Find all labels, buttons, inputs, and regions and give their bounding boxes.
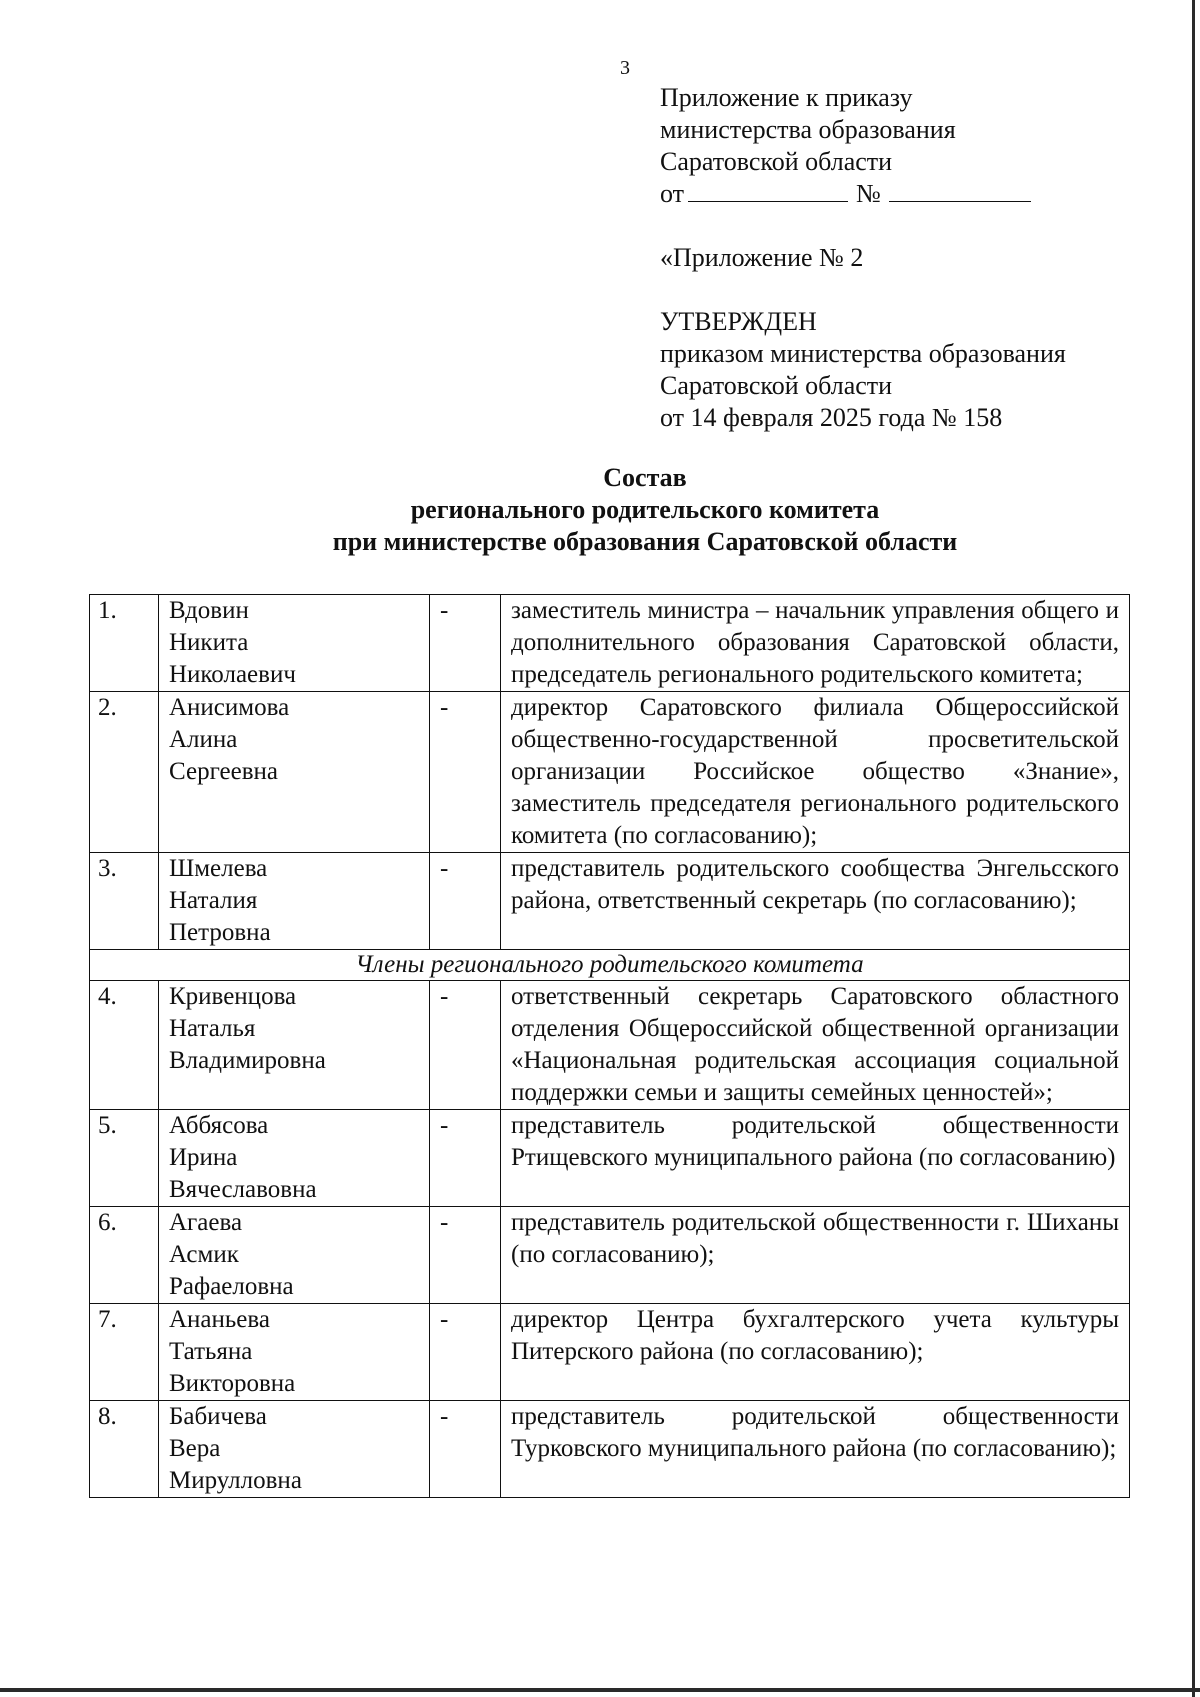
member-dash: - bbox=[430, 692, 501, 853]
member-first-name: Наталия bbox=[169, 887, 258, 914]
appendix-line-1: Приложение к приказу bbox=[660, 83, 913, 112]
order-number-sign: № bbox=[856, 179, 881, 208]
approved-title: УТВЕРЖДЕН bbox=[660, 307, 817, 336]
member-first-name: Вера bbox=[169, 1435, 221, 1462]
section-heading: Члены регионального родительского комитета bbox=[90, 950, 1130, 981]
order-date-number-line bbox=[660, 178, 1031, 210]
member-first-name: Татьяна bbox=[169, 1338, 253, 1365]
member-dash: - bbox=[430, 595, 501, 692]
approved-block bbox=[660, 306, 1066, 434]
section-heading-row bbox=[90, 950, 1130, 981]
appendix-line-2: министерства образования bbox=[660, 115, 956, 144]
member-role: представитель родительской общественности Турковского муниципального района (по согласованию); bbox=[501, 1401, 1130, 1498]
table-row bbox=[90, 1110, 1130, 1207]
member-patronymic: Мирулловна bbox=[169, 1467, 302, 1494]
member-role: директор Саратовского филиала Общероссийской общественно-государственной просветительской организации Российское общество «Знание», заместитель председателя регионального родительского комитета (по согласованию); bbox=[501, 692, 1130, 853]
member-name bbox=[159, 1110, 430, 1207]
member-dash: - bbox=[430, 1207, 501, 1304]
member-role: ответственный секретарь Саратовского областного отделения Общероссийской общественной организации «Национальная родительская ассоциация социальной поддержки семьи и защиты семейных ценностей»; bbox=[501, 981, 1130, 1110]
member-number: 1. bbox=[90, 595, 159, 692]
approved-line-1: приказом министерства образования bbox=[660, 339, 1066, 368]
member-last-name: Агаева bbox=[169, 1209, 243, 1236]
appendix-number-text: «Приложение № 2 bbox=[660, 243, 864, 272]
member-name bbox=[159, 981, 430, 1110]
appendix-header bbox=[660, 82, 1031, 210]
member-last-name: Ананьева bbox=[169, 1306, 270, 1333]
member-last-name: Кривенцова bbox=[169, 983, 297, 1010]
page-number: 3 bbox=[620, 57, 630, 79]
member-dash: - bbox=[430, 1110, 501, 1207]
order-number-blank bbox=[889, 179, 1031, 202]
document-title bbox=[90, 462, 1200, 558]
title-line-3: при министерстве образования Саратовской области bbox=[332, 527, 958, 556]
member-role: представитель родительской общественности г. Шиханы (по согласованию); bbox=[501, 1207, 1130, 1304]
member-dash: - bbox=[430, 981, 501, 1110]
member-dash: - bbox=[430, 1401, 501, 1498]
member-patronymic: Петровна bbox=[169, 919, 271, 946]
member-first-name: Асмик bbox=[169, 1241, 239, 1268]
member-name bbox=[159, 595, 430, 692]
member-patronymic: Сергеевна bbox=[169, 758, 278, 785]
member-number: 4. bbox=[90, 981, 159, 1110]
member-first-name: Никита bbox=[169, 629, 249, 656]
table-row bbox=[90, 692, 1130, 853]
approved-line-3: от 14 февраля 2025 года № 158 bbox=[660, 403, 1003, 432]
order-date-blank bbox=[688, 179, 848, 202]
title-line-1: Состав bbox=[603, 463, 687, 492]
member-dash: - bbox=[430, 853, 501, 950]
member-first-name: Ирина bbox=[169, 1144, 238, 1171]
member-last-name: Шмелева bbox=[169, 855, 268, 882]
member-patronymic: Владимировна bbox=[169, 1047, 326, 1074]
table-row bbox=[90, 1401, 1130, 1498]
member-name bbox=[159, 1207, 430, 1304]
member-number: 7. bbox=[90, 1304, 159, 1401]
member-role: заместитель министра – начальник управления общего и дополнительного образования Саратовской области, председатель регионального родительского комитета; bbox=[501, 595, 1130, 692]
member-name bbox=[159, 1401, 430, 1498]
member-number: 8. bbox=[90, 1401, 159, 1498]
member-name bbox=[159, 1304, 430, 1401]
title-line-2: регионального родительского комитета bbox=[410, 495, 880, 524]
member-number: 3. bbox=[90, 853, 159, 950]
member-patronymic: Викторовна bbox=[169, 1370, 296, 1397]
member-role: представитель родительского сообщества Энгельсского района, ответственный секретарь (по согласованию); bbox=[501, 853, 1130, 950]
member-patronymic: Вячеславовна bbox=[169, 1176, 317, 1203]
table-row bbox=[90, 595, 1130, 692]
member-last-name: Анисимова bbox=[169, 694, 290, 721]
member-number: 2. bbox=[90, 692, 159, 853]
table-row bbox=[90, 981, 1130, 1110]
member-name bbox=[159, 853, 430, 950]
scan-edge-right bbox=[1192, 0, 1195, 1697]
member-patronymic: Рафаеловна bbox=[169, 1273, 294, 1300]
member-dash: - bbox=[430, 1304, 501, 1401]
member-patronymic: Николаевич bbox=[169, 661, 296, 688]
member-last-name: Вдовин bbox=[169, 597, 249, 624]
appendix-number-heading bbox=[660, 242, 863, 274]
member-first-name: Алина bbox=[169, 726, 238, 753]
member-last-name: Бабичева bbox=[169, 1403, 267, 1430]
table-row bbox=[90, 1304, 1130, 1401]
member-role: представитель родительской общественности Ртищевского муниципального района (по согласованию) bbox=[501, 1110, 1130, 1207]
table-row bbox=[90, 1207, 1130, 1304]
member-number: 6. bbox=[90, 1207, 159, 1304]
order-from-label: от bbox=[660, 179, 685, 208]
committee-table bbox=[89, 594, 1130, 1498]
appendix-line-3: Саратовской области bbox=[660, 147, 893, 176]
member-role: директор Центра бухгалтерского учета культуры Питерского района (по согласованию); bbox=[501, 1304, 1130, 1401]
table-row bbox=[90, 853, 1130, 950]
member-first-name: Наталья bbox=[169, 1015, 256, 1042]
member-name bbox=[159, 692, 430, 853]
member-number: 5. bbox=[90, 1110, 159, 1207]
approved-line-2: Саратовской области bbox=[660, 371, 893, 400]
scan-edge-bottom bbox=[0, 1688, 1200, 1692]
member-last-name: Аббясова bbox=[169, 1112, 269, 1139]
